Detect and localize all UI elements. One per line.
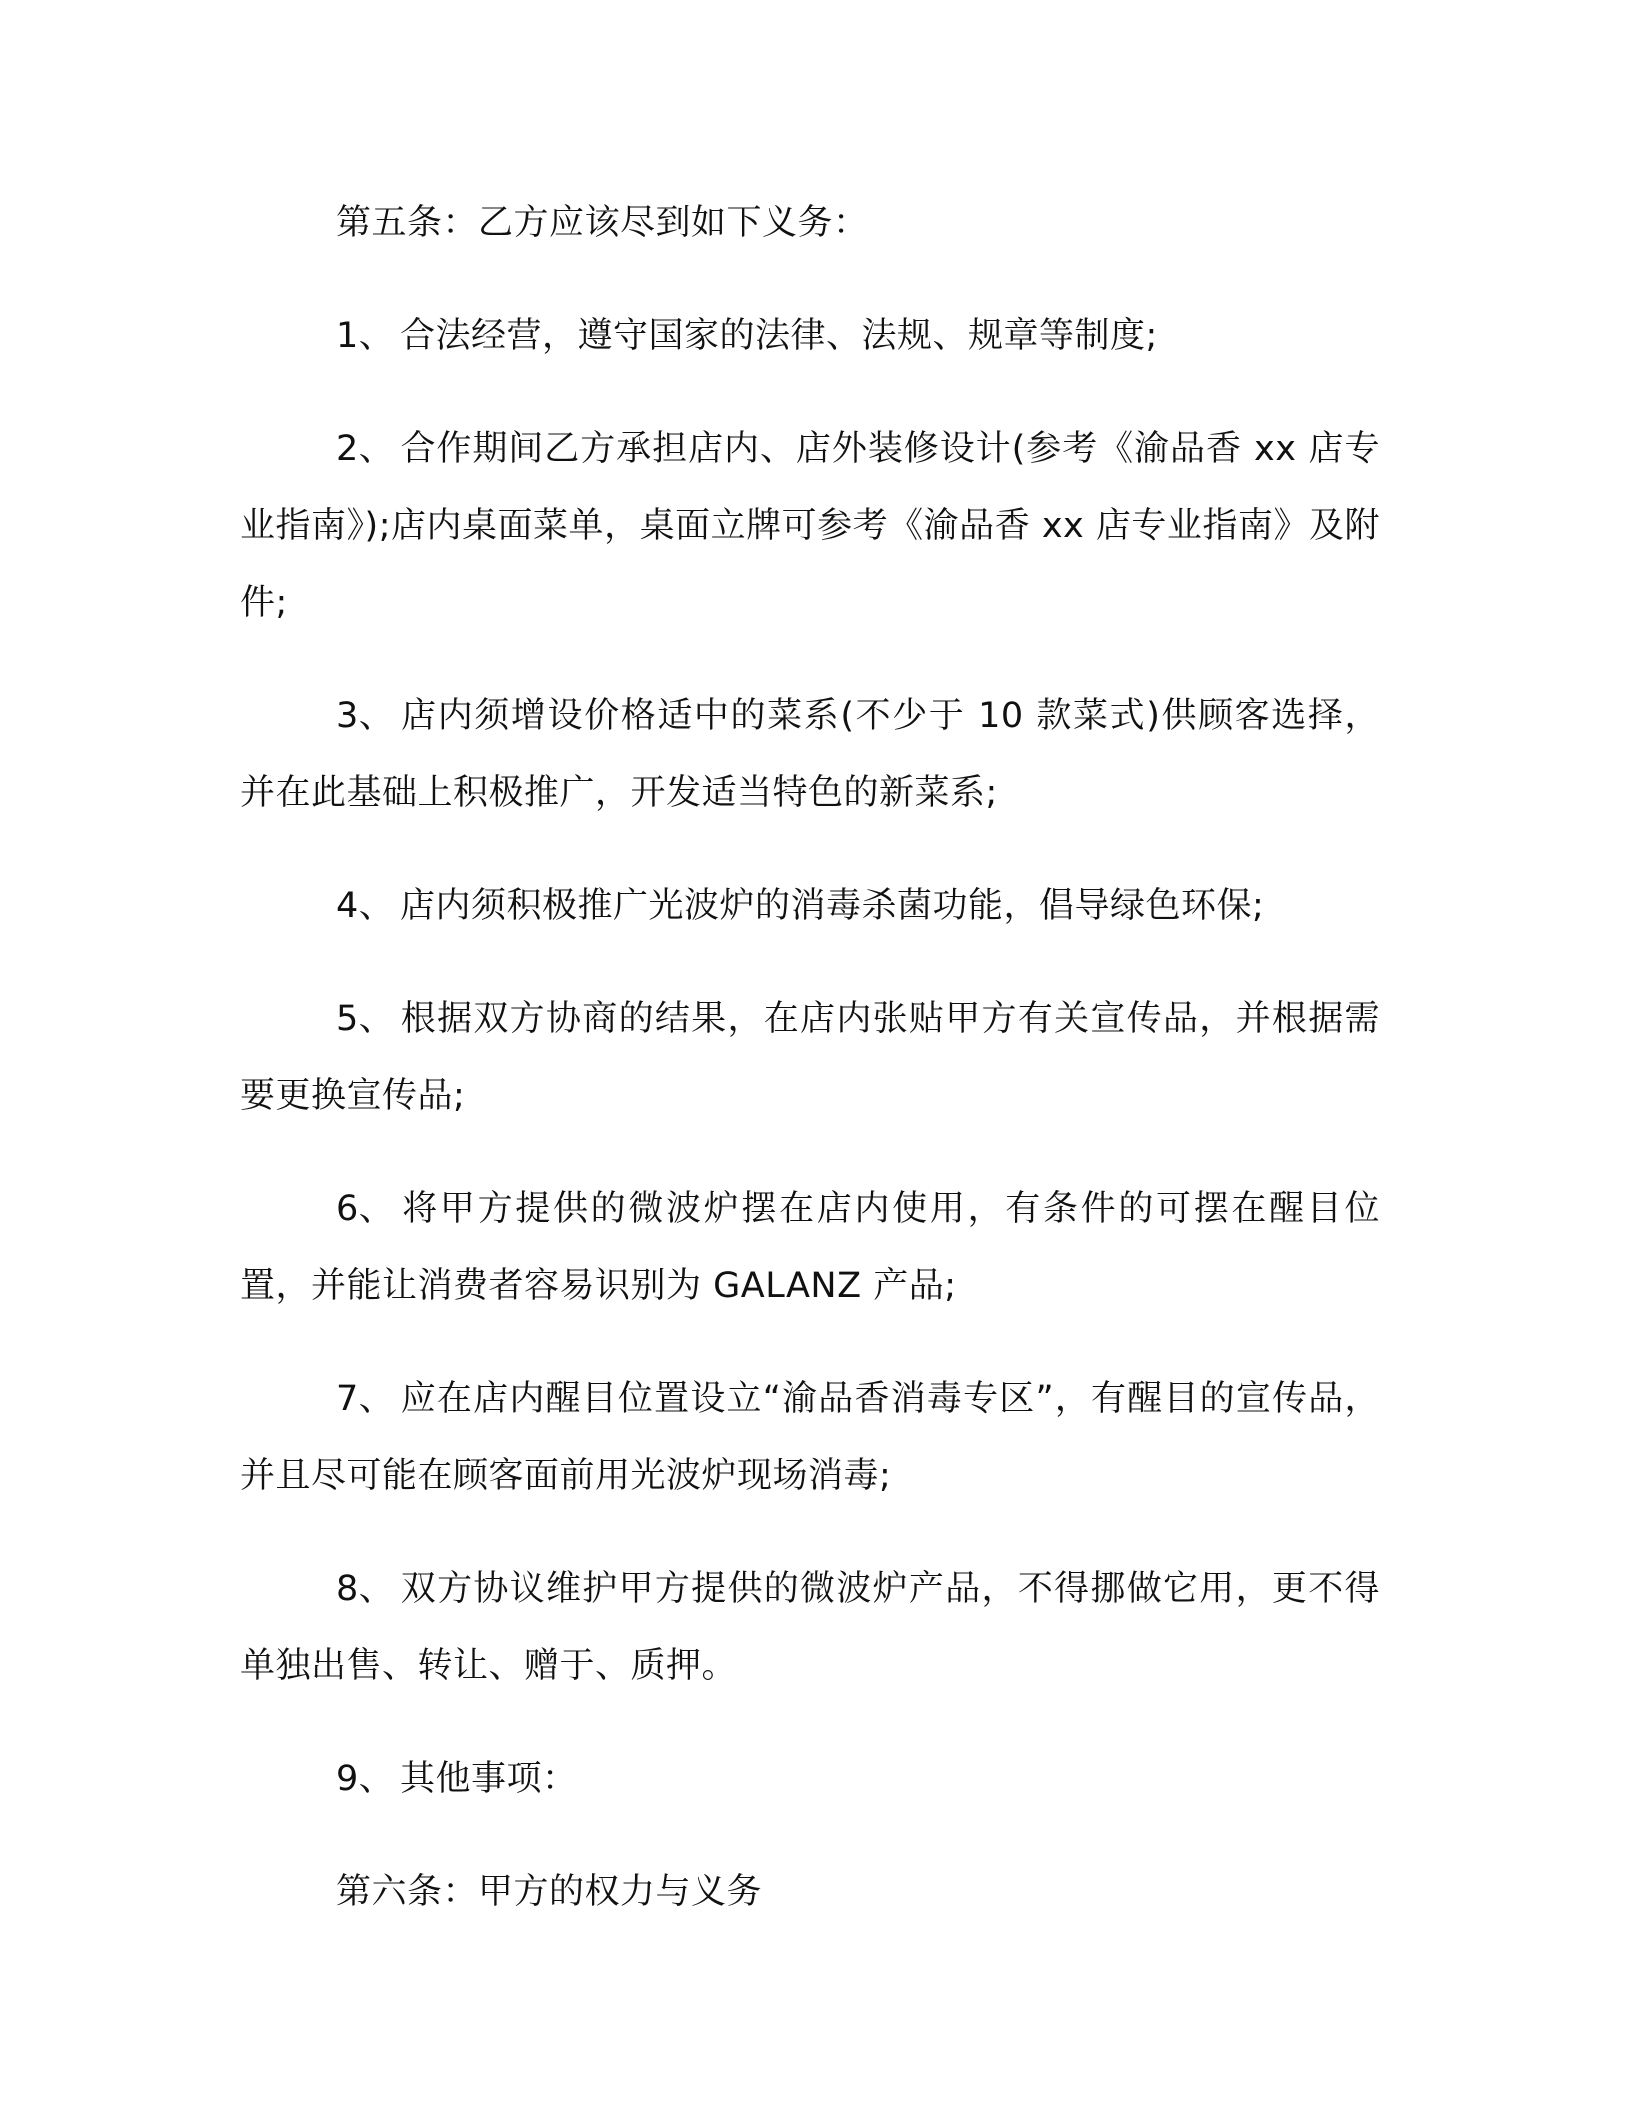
article-6-heading: 第六条：甲方的权力与义务	[336, 1872, 763, 1912]
article-5-heading: 第五条：乙方应该尽到如下义务：	[336, 203, 869, 243]
item-text: 将甲方提供的微波炉摆在店内使用，有条件的可摆在醒目位置，并能让消费者容易识别为 GALANZ 产品;	[240, 1189, 1380, 1306]
item-number: 9、	[336, 1759, 395, 1799]
document-page	[240, 185, 1380, 1967]
item-number: 3、	[336, 696, 395, 736]
list-item	[240, 1741, 1380, 1818]
list-item	[240, 1171, 1380, 1325]
item-number: 4、	[336, 886, 395, 926]
list-item	[240, 981, 1380, 1135]
item-text: 应在店内醒目位置设立“渝品香消毒专区”，有醒目的宣传品，并且尽可能在顾客面前用光波炉现场消毒;	[240, 1379, 1380, 1496]
item-text: 合法经营，遵守国家的法律、法规、规章等制度;	[400, 316, 1158, 356]
item-text: 店内须增设价格适中的菜系(不少于 10 款菜式)供顾客选择，并在此基础上积极推广，开发适当特色的新菜系;	[240, 696, 1380, 813]
item-text: 店内须积极推广光波炉的消毒杀菌功能，倡导绿色环保;	[400, 886, 1265, 926]
item-number: 2、	[336, 429, 395, 469]
list-item	[240, 298, 1380, 375]
item-text: 双方协议维护甲方提供的微波炉产品，不得挪做它用，更不得单独出售、转让、赠于、质押。	[240, 1569, 1380, 1686]
item-text: 其他事项：	[400, 1759, 578, 1799]
list-item	[240, 1361, 1380, 1515]
list-item	[240, 411, 1380, 642]
item-number: 5、	[336, 999, 395, 1039]
item-number: 1、	[336, 316, 395, 356]
item-number: 8、	[336, 1569, 395, 1609]
item-number: 7、	[336, 1379, 395, 1419]
item-number: 6、	[336, 1189, 395, 1229]
list-item	[240, 678, 1380, 832]
list-item	[240, 868, 1380, 945]
list-item	[240, 1551, 1380, 1705]
item-text: 合作期间乙方承担店内、店外装修设计(参考《渝品香 xx 店专业指南》);店内桌面菜单，桌面立牌可参考《渝品香 xx 店专业指南》及附件;	[240, 429, 1380, 623]
item-text: 根据双方协商的结果，在店内张贴甲方有关宣传品，并根据需要更换宣传品;	[240, 999, 1380, 1116]
